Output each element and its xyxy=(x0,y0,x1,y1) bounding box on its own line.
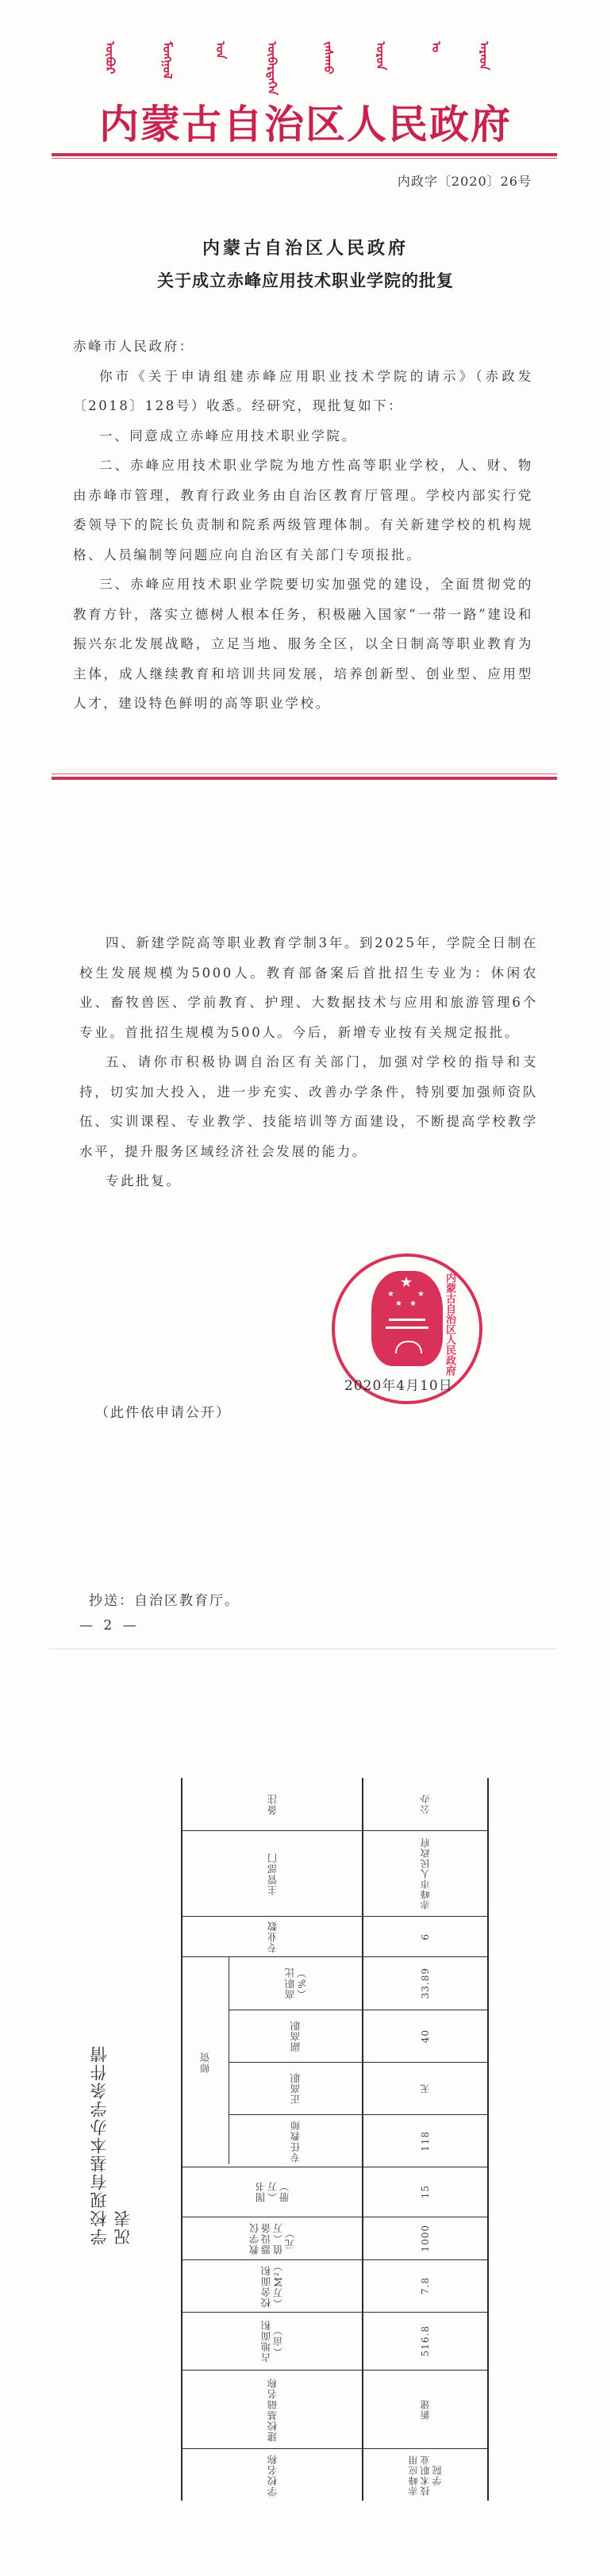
page-number: — 2 — xyxy=(79,1618,140,1634)
national-emblem-icon: ★ ★ ★ ★ ★ xyxy=(371,1271,443,1366)
table-value-cell: 公办 xyxy=(419,1794,431,1814)
table-value-cell: 无 xyxy=(419,2083,431,2094)
table-header-cell: 占地面积（亩） xyxy=(260,2320,284,2363)
document-body-page1 xyxy=(73,332,533,719)
table-header-cell: 图书（万册） xyxy=(254,2181,290,2203)
document-title-subject: 关于成立赤峰应用技术职业学院的批复 xyxy=(157,271,454,290)
table-value-cell: 新建 xyxy=(419,2399,431,2420)
disclosure-note: （此件依申请公开） xyxy=(95,1405,231,1421)
table-value-cell: 516.8 xyxy=(419,2325,431,2357)
table-header-cell: 专任教师 xyxy=(290,2119,302,2163)
cc-recipients: 抄送：自治区教育厅。 xyxy=(89,1593,240,1609)
body-paragraph: 五、请你市积极协调自治区有关部门，加强对学校的指导和支持，切实加大投入，进一步充实、改善办学条件，特别要加强师资队伍、实训课程、专业教学、技能培训等方面建设，不断提高学校教学水平，提升服务区域经济社会发展的能力。 xyxy=(79,1054,538,1159)
mongolian-script-header xyxy=(0,41,611,101)
table-value-cell: 赤峰市人民政府 xyxy=(419,1837,431,1910)
body-paragraph: 三、赤峰应用技术职业学院要切实加强党的建设，全面贯彻党的教育方针，落实立德树人根本任务，积极融入国家“一带一路”建设和振兴东北发展战略，立足当地、服务全区，以全日制高等职业教育为主体，成人继续教育和培训共同发展，培养创新型、创业型、应用型人才，建设特色鲜明的高等职业学校。 xyxy=(73,577,533,711)
table-header-cell: 高职比（%） xyxy=(283,1967,308,2000)
table-header-cell: 学校名称 xyxy=(266,2453,279,2497)
table-header-cell: 校舍面积（万M²） xyxy=(260,2260,284,2309)
table-value-cell: 15 xyxy=(419,2185,431,2199)
government-name-header: 内蒙古自治区人民政府 xyxy=(99,102,512,148)
closing-line: 专此批复。 xyxy=(106,1173,182,1188)
mongolian-word: ᠵᠠᠰᠠᠬᠤ xyxy=(321,41,336,75)
table-title: 学校现有基本办学条件情况表 xyxy=(90,2044,133,2245)
mongolian-word: ᠥᠪᠡᠷᠲᠡᠭᠡᠨ xyxy=(265,41,279,95)
mongolian-word: ᠤ xyxy=(429,41,444,52)
mongolian-word: ᠣᠷᠣᠨ xyxy=(374,41,388,71)
body-paragraph: 一、同意成立赤峰应用技术职业学院。 xyxy=(99,428,357,443)
table-value-cell: 7.8 xyxy=(419,2277,431,2295)
table-header-cell: 主管部门 xyxy=(266,1852,279,1895)
document-body-page2 xyxy=(79,928,538,1196)
table-header-cell: 副高职 xyxy=(290,2020,302,2052)
mongolian-word: ᠤᠨ xyxy=(213,41,228,60)
red-header-rule xyxy=(52,153,557,159)
mongolian-word: ᠮᠣᠩᠭᠣᠯ xyxy=(160,41,175,79)
table-value-cell: 1000 xyxy=(419,2225,431,2252)
table-value-cell: 40 xyxy=(419,2029,431,2044)
seal-text: 内蒙古自治区人民政府 xyxy=(444,1273,455,1376)
red-footer-rule xyxy=(52,774,557,780)
table-value-cell: 33.89 xyxy=(419,1968,431,1999)
document-title-issuer: 内蒙古自治区人民政府 xyxy=(202,239,409,259)
table-header-cell: 建校基础名称 xyxy=(266,2377,279,2442)
mongolian-word: ᠠᠷᠠᠳ xyxy=(477,41,491,71)
table-header-cell: 教学仪器设备值（万元） xyxy=(248,2222,296,2255)
table-header-cell: 正高职 xyxy=(290,2072,302,2105)
addressee: 赤峰市人民政府： xyxy=(73,339,194,354)
table-group-label: 师资 xyxy=(199,2051,211,2073)
body-paragraph: 四、新建学院高等职业教育学制3年。到2025年，学院全日制在校生发展规模为5000人。教育部备案后首批招生专业为：休闲农业、畜牧兽医、学前教育、护理、大数据技术与应用和旅游管理6个专业。首批招生规模为500人。今后，新增专业按有关规定报批。 xyxy=(79,935,538,1040)
table-header-cell: 备注 xyxy=(266,1793,279,1815)
table-header-cell: 专业数 xyxy=(266,1920,279,1953)
body-paragraph: 二、赤峰应用技术职业学院为地方性高等职业学校，人、财、物由赤峰市管理，教育行政业务由自治区教育厅管理。学校内部实行党委领导下的院长负责制和院系两级管理体制。有关新建学校的机构规格、人员编制等问题应向自治区有关部门专项报批。 xyxy=(73,458,533,562)
document-number: 内政字〔2020〕26号 xyxy=(397,174,532,189)
table-value-cell: 118 xyxy=(419,2130,431,2152)
issue-date: 2020年4月10日 xyxy=(344,1378,453,1394)
body-paragraph: 你市《关于申请组建赤峰应用职业技术学院的请示》（赤政发〔2018〕128号）收悉。经研究，现批复如下： xyxy=(73,368,533,413)
mongolian-word: ᠦᠪᠦᠷ xyxy=(103,41,117,75)
table-value-cell: 6 xyxy=(419,1933,431,1941)
table-value-cell: 赤峰应用技术职业学院 xyxy=(407,2454,443,2496)
